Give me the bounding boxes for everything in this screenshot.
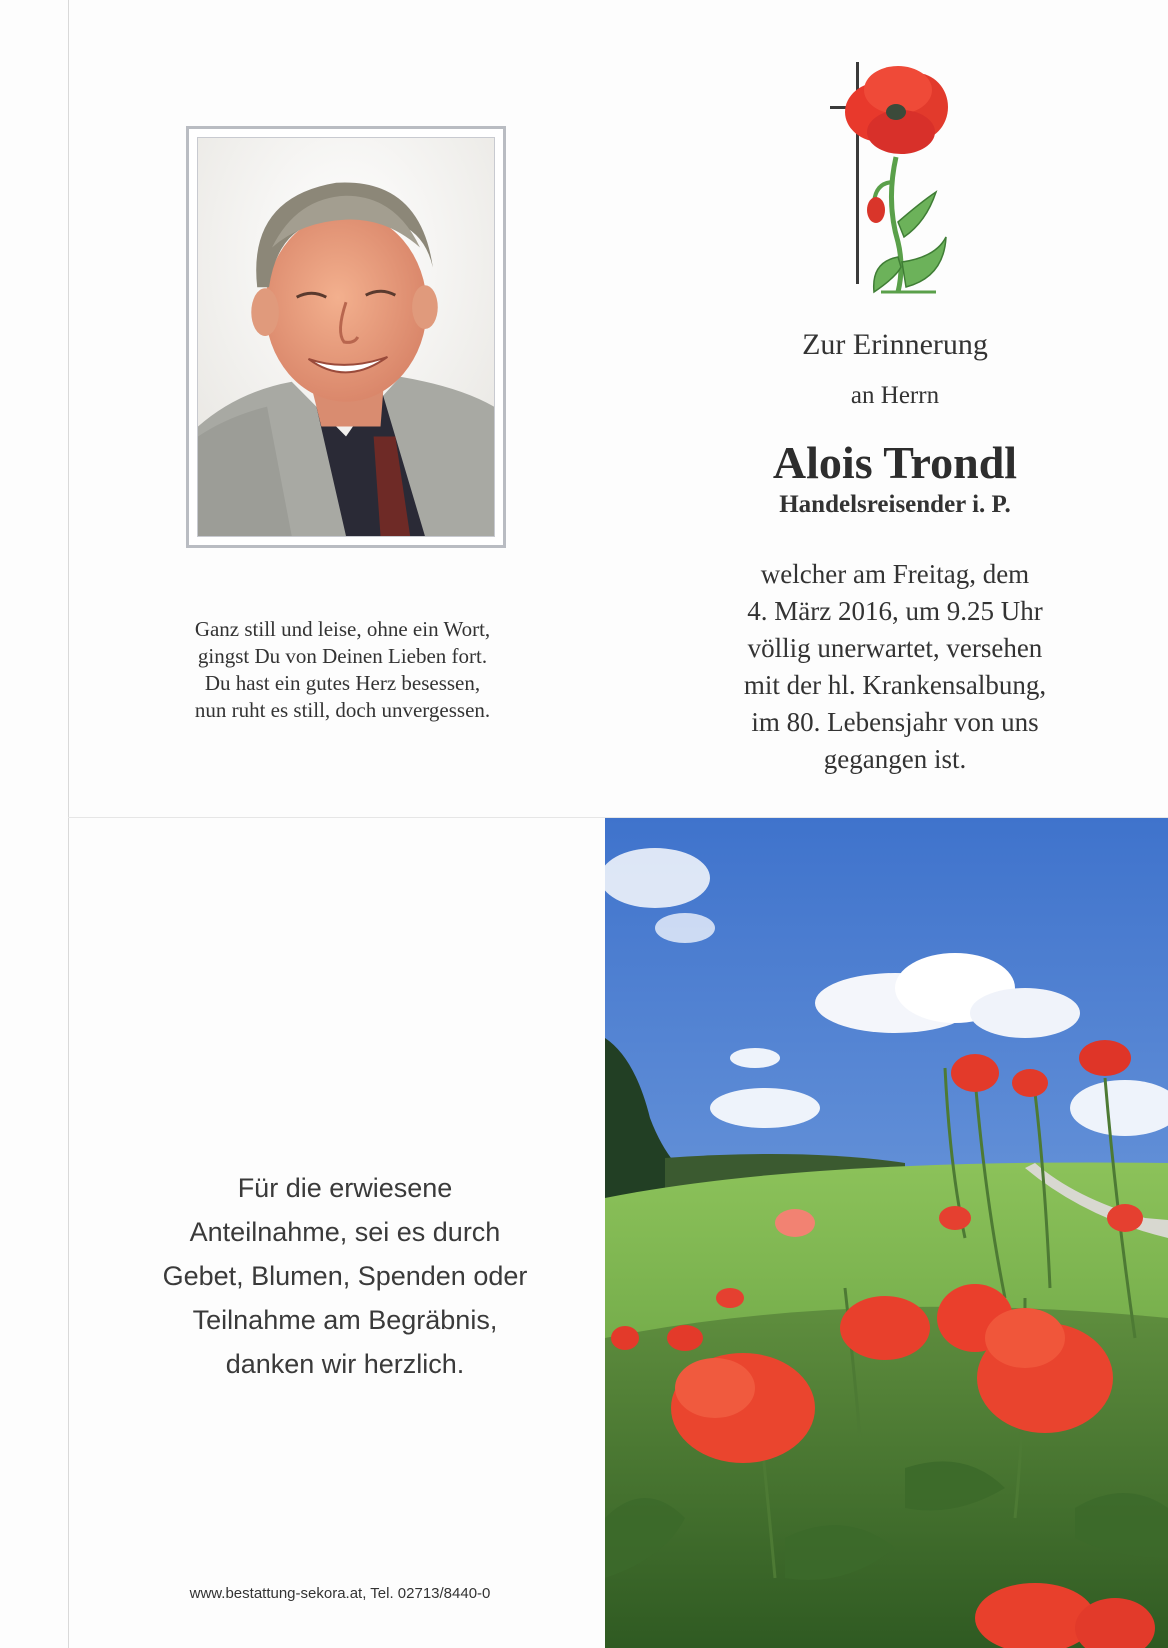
cross-poppy-icon [826,62,956,312]
portrait-photo [197,137,495,537]
poppy-field-photo [605,818,1168,1648]
footer-contact: www.bestattung-sekora.at, Tel. 02713/8440-0 [189,1585,491,1602]
thanks-line: danken wir herzlich. [225,1349,465,1379]
memorial-heading: Zur Erinnerung [802,328,988,361]
notice-line: 4. März 2016, um 9.25 Uhr [747,596,1043,626]
poem-line: Du hast ein gutes Herz besessen, [204,671,481,695]
page-edge [68,0,69,1648]
salutation: an Herrn [850,382,940,409]
thanks-line: Gebet, Blumen, Spenden oder [162,1261,528,1291]
portrait-frame [186,126,506,548]
poem-line: nun ruht es still, doch unvergessen. [194,698,491,722]
notice-line: im 80. Lebensjahr von uns [751,707,1039,737]
poem-line: Ganz still und leise, ohne ein Wort, [194,617,491,641]
poem-line: gingst Du von Deinen Lieben fort. [197,644,488,668]
thanks-line: Anteilnahme, sei es durch [189,1217,501,1247]
notice-line: mit der hl. Krankensalbung, [743,670,1047,700]
deceased-name: Alois Trondl [772,437,1018,488]
notice-line: gegangen ist. [823,744,967,774]
thanks-line: Teilnahme am Begräbnis, [192,1305,498,1335]
profession: Handelsreisender i. P. [779,491,1011,518]
thanks-line: Für die erwiesene [237,1173,453,1203]
notice-line: völlig unerwartet, versehen [747,633,1043,663]
death-notice [690,556,1100,778]
thanks-text [130,1166,560,1386]
notice-line: welcher am Freitag, dem [760,559,1030,589]
poem [150,616,535,724]
